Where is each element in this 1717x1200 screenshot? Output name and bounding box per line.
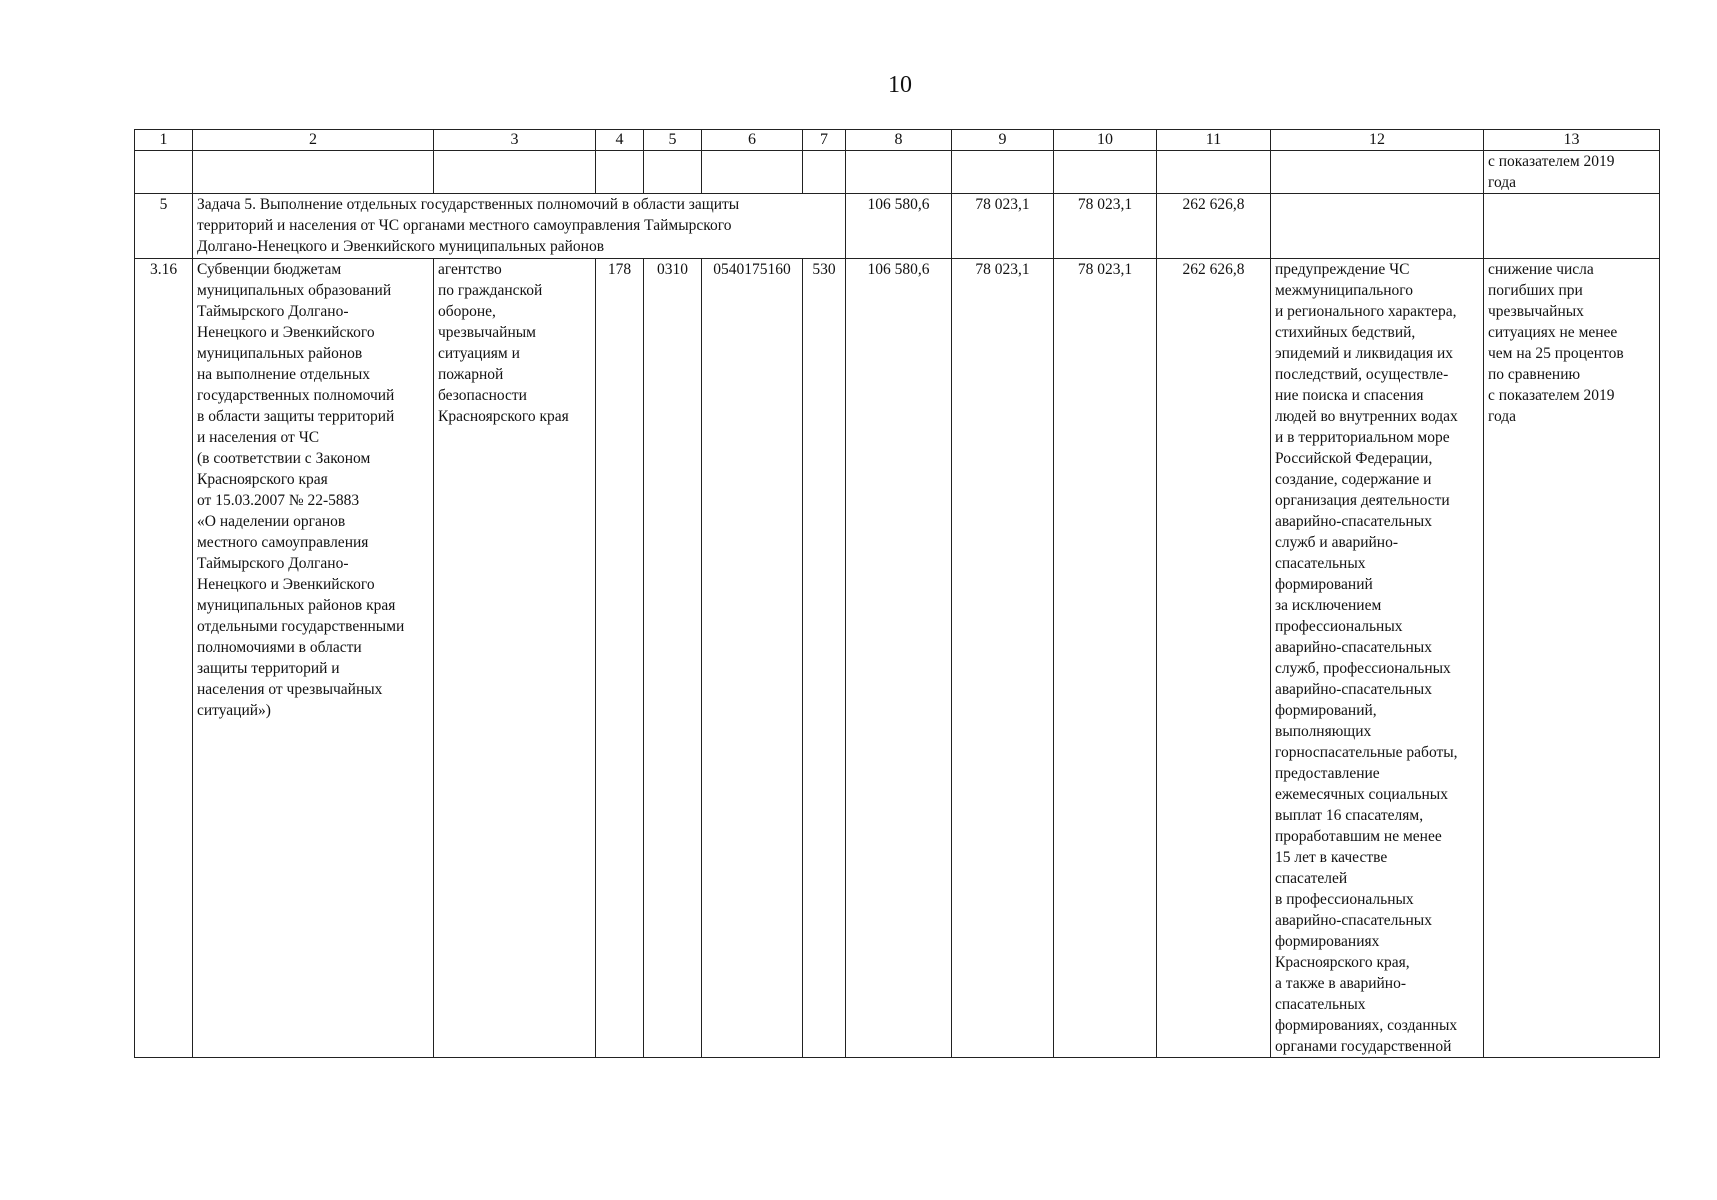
agency-line: ситуациям и xyxy=(438,345,520,362)
col-num-1: 1 xyxy=(135,130,193,151)
task-title xyxy=(193,194,846,259)
col-num-3: 3 xyxy=(434,130,596,151)
measure-name xyxy=(193,259,434,1058)
measure-name-line: (в соответствии с Законом xyxy=(197,450,371,467)
cont-cell-2 xyxy=(193,151,434,194)
measure-name-line: Красноярского края xyxy=(197,471,328,488)
cont-cell-3 xyxy=(434,151,596,194)
agency-line: безопасности xyxy=(438,387,527,404)
measure-name-line: полномочиями в области xyxy=(197,639,362,656)
result-line: аварийно-спасательных xyxy=(1275,639,1432,656)
cont-cell-7 xyxy=(803,151,846,194)
agency-line: пожарной xyxy=(438,366,504,383)
result-line: аварийно-спасательных xyxy=(1275,513,1432,530)
result-line: аварийно-спасательных xyxy=(1275,912,1432,929)
task-amount-2021: 78 023,1 xyxy=(952,194,1054,259)
measure-name-line: местного самоуправления xyxy=(197,534,369,551)
cont-indicator-line: с показателем 2019 xyxy=(1488,153,1615,170)
indicator-line: ситуациях не менее xyxy=(1488,324,1618,341)
page-number: 10 xyxy=(888,72,912,98)
measure-section-code: 0310 xyxy=(644,259,702,1058)
measure-name-line: на выполнение отдельных xyxy=(197,366,371,383)
result-line: органами государственной xyxy=(1275,1038,1452,1055)
result-line: Красноярского края, xyxy=(1275,954,1410,971)
measure-expense-type: 530 xyxy=(803,259,846,1058)
measure-amount-total: 262 626,8 xyxy=(1157,259,1271,1058)
measure-name-line: Субвенции бюджетам xyxy=(197,261,342,278)
measure-name-line: от 15.03.2007 № 22-5883 xyxy=(197,492,360,509)
col-num-10: 10 xyxy=(1054,130,1157,151)
result-line: ежемесячных социальных xyxy=(1275,786,1448,803)
measure-target-code: 0540175160 xyxy=(702,259,803,1058)
result-line: служб, профессиональных xyxy=(1275,660,1451,677)
result-line: спасательных xyxy=(1275,555,1366,572)
measure-number: 3.16 xyxy=(135,259,193,1058)
col-num-13: 13 xyxy=(1484,130,1660,151)
measure-amount-2020: 106 580,6 xyxy=(846,259,952,1058)
task-title-line: Долгано-Ненецкого и Эвенкийского муниципальных районов xyxy=(197,238,605,255)
result-line: формирований xyxy=(1275,576,1373,593)
result-line: ние поиска и спасения xyxy=(1275,387,1424,404)
result-line: формирований, xyxy=(1275,702,1377,719)
result-line: и регионального характера, xyxy=(1275,303,1457,320)
result-line: людей во внутренних водах xyxy=(1275,408,1458,425)
agency-line: по гражданской xyxy=(438,282,543,299)
result-line: а также в аварийно- xyxy=(1275,975,1407,992)
col-num-4: 4 xyxy=(596,130,644,151)
measure-amount-2022: 78 023,1 xyxy=(1054,259,1157,1058)
result-line: Российской Федерации, xyxy=(1275,450,1433,467)
indicator-line: с показателем 2019 xyxy=(1488,387,1615,404)
cont-indicator-cell xyxy=(1484,151,1660,194)
measure-name-line: Ненецкого и Эвенкийского xyxy=(197,576,375,593)
result-line: формированиях, созданных xyxy=(1275,1017,1458,1034)
cont-cell-8 xyxy=(846,151,952,194)
col-num-12: 12 xyxy=(1271,130,1484,151)
result-line: стихийных бедствий, xyxy=(1275,324,1416,341)
measure-name-line: муниципальных районов xyxy=(197,345,363,362)
measure-indicator xyxy=(1484,259,1660,1058)
indicator-line: года xyxy=(1488,408,1517,425)
agency-line: Красноярского края xyxy=(438,408,569,425)
measure-name-line: Таймырского Долгано- xyxy=(197,555,349,572)
result-line: межмуниципального xyxy=(1275,282,1414,299)
measure-name-line: в области защиты территорий xyxy=(197,408,395,425)
cont-indicator-line: года xyxy=(1488,174,1517,191)
result-line: спасательных xyxy=(1275,996,1366,1013)
indicator-line: снижение числа xyxy=(1488,261,1594,278)
indicator-line: чрезвычайных xyxy=(1488,303,1584,320)
measure-result xyxy=(1271,259,1484,1058)
task-amount-total: 262 626,8 xyxy=(1157,194,1271,259)
result-line: эпидемий и ликвидация их xyxy=(1275,345,1454,362)
result-line: организация деятельности xyxy=(1275,492,1450,509)
measure-name-line: и населения от ЧС xyxy=(197,429,320,446)
result-line: 15 лет в качестве xyxy=(1275,849,1388,866)
task-number: 5 xyxy=(135,194,193,259)
result-line: предупреждение ЧС xyxy=(1275,261,1410,278)
result-line: предоставление xyxy=(1275,765,1380,782)
task-row xyxy=(135,194,1660,259)
result-line: профессиональных xyxy=(1275,618,1403,635)
task-title-line: Задача 5. Выполнение отдельных государственных полномочий в области защиты xyxy=(197,196,740,213)
agency-line: агентство xyxy=(438,261,502,278)
col-num-7: 7 xyxy=(803,130,846,151)
result-line: создание, содержание и xyxy=(1275,471,1432,488)
agency-line: чрезвычайным xyxy=(438,324,536,341)
task-cell-12 xyxy=(1271,194,1484,259)
measure-name-line: Ненецкого и Эвенкийского xyxy=(197,324,375,341)
col-num-11: 11 xyxy=(1157,130,1271,151)
program-table xyxy=(134,129,1660,1058)
measure-amount-2021: 78 023,1 xyxy=(952,259,1054,1058)
cont-cell-11 xyxy=(1157,151,1271,194)
cont-cell-5 xyxy=(644,151,702,194)
result-line: проработавшим не менее xyxy=(1275,828,1442,845)
indicator-line: погибших при xyxy=(1488,282,1583,299)
result-line: выполняющих xyxy=(1275,723,1372,740)
cont-cell-10 xyxy=(1054,151,1157,194)
col-num-8: 8 xyxy=(846,130,952,151)
cont-cell-1 xyxy=(135,151,193,194)
result-line: аварийно-спасательных xyxy=(1275,681,1432,698)
task-title-line: территорий и населения от ЧС органами местного самоуправления Таймырского xyxy=(197,217,732,234)
agency-line: обороне, xyxy=(438,303,496,320)
task-amount-2022: 78 023,1 xyxy=(1054,194,1157,259)
measure-name-line: ситуаций») xyxy=(197,702,271,719)
result-line: горноспасательные работы, xyxy=(1275,744,1458,761)
indicator-line: чем на 25 процентов xyxy=(1488,345,1624,362)
measure-name-line: защиты территорий и xyxy=(197,660,340,677)
cont-cell-6 xyxy=(702,151,803,194)
measure-name-line: муниципальных образований xyxy=(197,282,392,299)
column-number-row xyxy=(135,130,1660,151)
result-line: последствий, осуществле- xyxy=(1275,366,1449,383)
measure-name-line: «О наделении органов xyxy=(197,513,346,530)
col-num-6: 6 xyxy=(702,130,803,151)
measure-name-line: муниципальных районов края xyxy=(197,597,396,614)
cont-cell-12 xyxy=(1271,151,1484,194)
result-line: формированиях xyxy=(1275,933,1380,950)
result-line: выплат 16 спасателям, xyxy=(1275,807,1424,824)
measure-name-line: отдельными государственными xyxy=(197,618,405,635)
col-num-5: 5 xyxy=(644,130,702,151)
result-line: в профессиональных xyxy=(1275,891,1414,908)
task-amount-2020: 106 580,6 xyxy=(846,194,952,259)
cont-cell-9 xyxy=(952,151,1054,194)
measure-name-line: населения от чрезвычайных xyxy=(197,681,383,698)
measure-name-line: государственных полномочий xyxy=(197,387,395,404)
cont-cell-4 xyxy=(596,151,644,194)
indicator-line: по сравнению xyxy=(1488,366,1581,383)
measure-agency xyxy=(434,259,596,1058)
result-line: служб и аварийно- xyxy=(1275,534,1399,551)
result-line: спасателей xyxy=(1275,870,1348,887)
result-line: и в территориальном море xyxy=(1275,429,1450,446)
task-cell-13 xyxy=(1484,194,1660,259)
measure-grbs-code: 178 xyxy=(596,259,644,1058)
result-line: за исключением xyxy=(1275,597,1382,614)
measure-row xyxy=(135,259,1660,1058)
measure-name-line: Таймырского Долгано- xyxy=(197,303,349,320)
col-num-2: 2 xyxy=(193,130,434,151)
continuation-row xyxy=(135,151,1660,194)
col-num-9: 9 xyxy=(952,130,1054,151)
